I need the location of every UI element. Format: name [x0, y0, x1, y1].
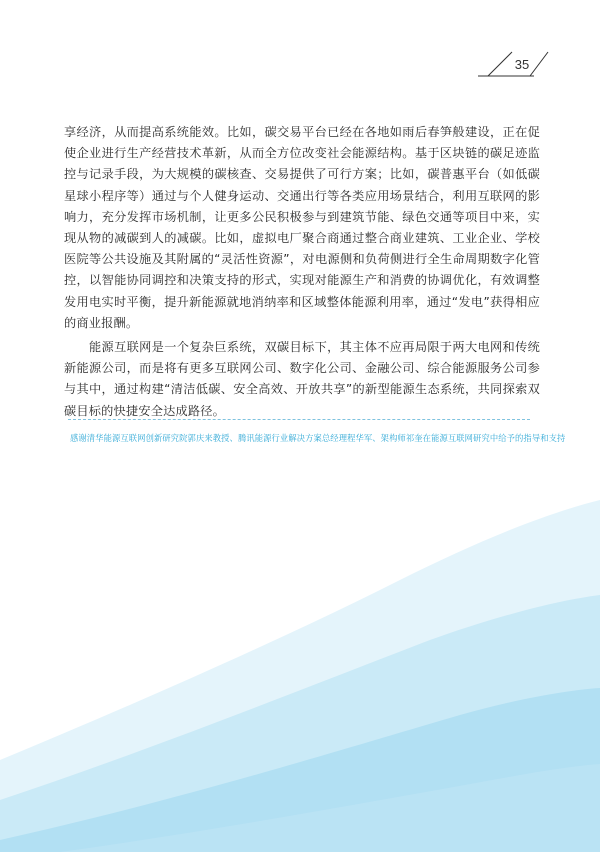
- body-text: [64, 122, 540, 422]
- page-number: 35: [514, 57, 530, 72]
- decorative-wave-background: [0, 500, 600, 852]
- page-header: [0, 0, 600, 80]
- dashed-divider: [68, 419, 530, 420]
- paragraph: 享经济，从而提高系统能效。比如，碳交易平台已经在各地如雨后春笋般建设，正在促使企业进行生产经营技术革新，从而全方位改变社会能源结构。基于区块链的碳足迹监控与记录手段，为大规模的碳核查、交易提供了可行方案；比如，碳普惠平台（如低碳星球小程序等）通过与个人健身运动、交通出行等各类应用场景结合，利用互联网的影响力，充分发挥市场机制，让更多公民积极参与到建筑节能、绿色交通等项目中来，实现从物的减碳到人的减碳。比如，虚拟电厂聚合商通过整合商业建筑、工业企业、学校医院等公共设施及其附属的“灵活性资源”，对电源侧和负荷侧进行全生命周期数字化管控，以智能协同调控和决策支持的形式，实现对能源生产和消费的协调优化，有效调整发用电实时平衡，提升新能源就地消纳率和区域整体能源利用率，通过“发电”获得相应的商业报酬。: [64, 125, 540, 330]
- acknowledgement-note: 感谢清华能源互联网创新研究院郭庆来教授、腾讯能源行业解决方案总经理程华军、架构师祁奎在能源互联网研究中给予的指导和支持: [70, 433, 566, 443]
- paragraph: 能源互联网是一个复杂巨系统，双碳目标下，其主体不应再局限于两大电网和传统新能源公司，而是将有更多互联网公司、数字化公司、金融公司、综合能源服务公司参与其中，通过构建“清洁低碳、安全高效、开放共享”的新型能源生态系统，共同探索双碳目标的快捷安全达成路径。: [64, 340, 540, 418]
